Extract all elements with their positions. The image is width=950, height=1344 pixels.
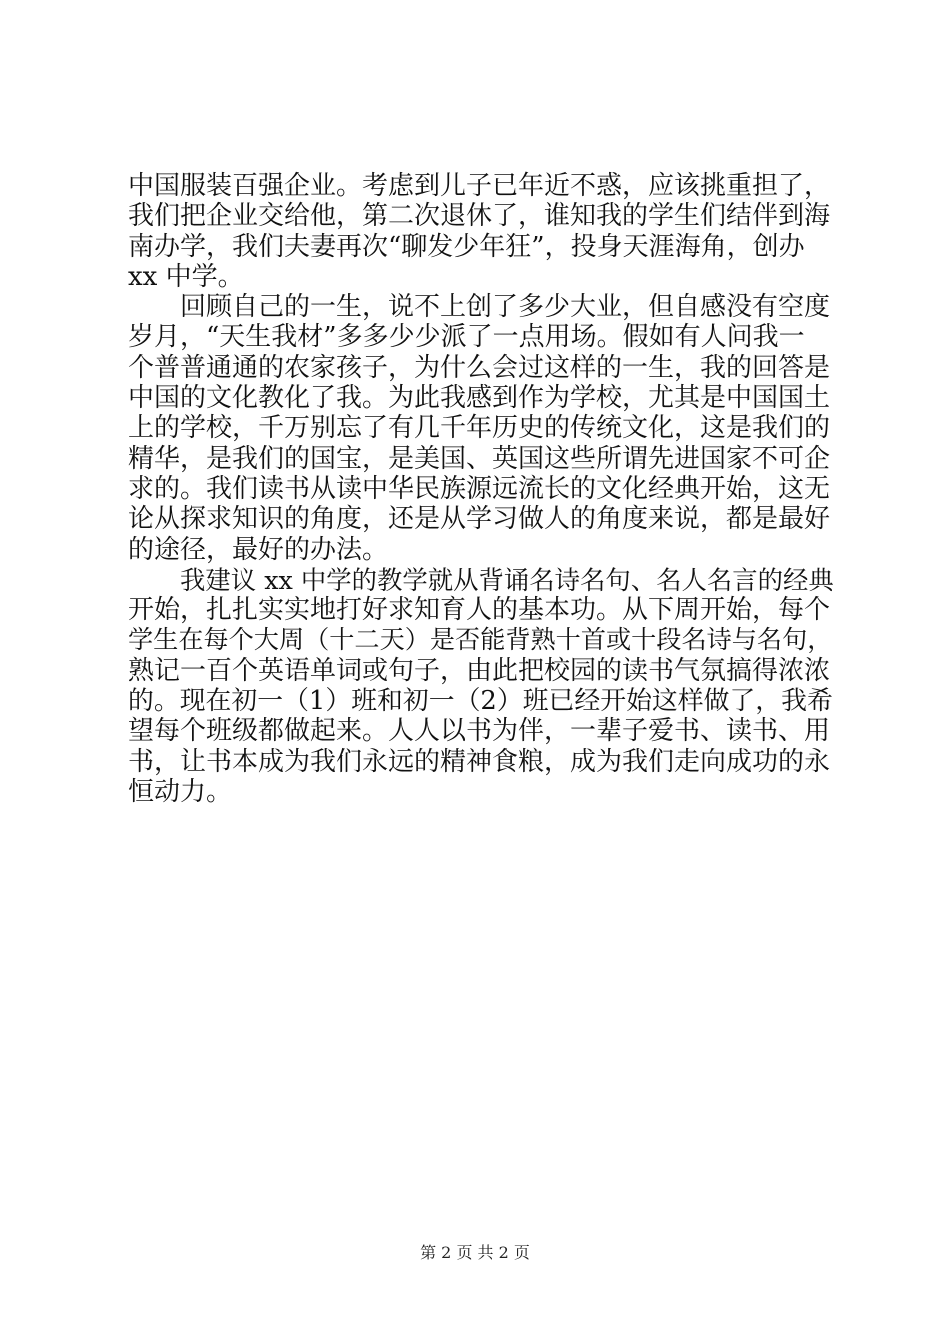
text-line: 我建议 xx 中学的教学就从背诵名诗名句、名人名言的经典 [180, 564, 834, 595]
text-line: 望每个班级都做起来。人人以书为伴，一辈子爱书、读书、用 [128, 716, 831, 747]
text-line: 南办学，我们夫妻再次“聊发少年狂”，投身天涯海角，创办 [128, 231, 805, 262]
text-line: 熟记一百个英语单词或句子，由此把校园的读书气氛搞得浓浓 [128, 655, 831, 686]
text-line: 恒动力。 [128, 776, 233, 807]
text-line: xx 中学。 [128, 261, 244, 292]
text-line: 上的学校，千万别忘了有几千年历史的传统文化，这是我们的 [128, 413, 831, 444]
text-line: 的途径，最好的办法。 [128, 534, 389, 565]
text-line: 中国服装百强企业。考虑到儿子已年近不惑，应该挑重担了， [128, 171, 831, 201]
body-text [128, 171, 833, 807]
text-line: 岁月，“天生我材”多多少少派了一点用场。假如有人问我一 [128, 322, 805, 353]
text-line: 求的。我们读书从读中华民族源远流长的文化经典开始，这无 [128, 473, 831, 504]
text-line: 中国的文化教化了我。为此我感到作为学校，尤其是中国国土 [128, 383, 831, 414]
text-line: 精华，是我们的国宝，是美国、英国这些所谓先进国家不可企 [128, 443, 831, 474]
text-line: 论从探求知识的角度，还是从学习做人的角度来说，都是最好 [128, 504, 831, 535]
page-footer: 第 2 页 共 2 页 [420, 1243, 530, 1262]
text-line: 我们把企业交给他，第二次退休了，谁知我的学生们结伴到海 [128, 201, 831, 232]
text-line: 学生在每个大周（十二天）是否能背熟十首或十段名诗与名句， [128, 625, 833, 655]
text-line: 回顾自己的一生，说不上创了多少大业，但自感没有空度 [180, 292, 831, 323]
text-line: 书，让书本成为我们永远的精神食粮，成为我们走向成功的永 [128, 746, 831, 777]
text-line: 开始，扎扎实实地打好求知育人的基本功。从下周开始，每个 [128, 595, 831, 626]
text-line: 个普普通通的农家孩子，为什么会过这样的一生，我的回答是 [128, 352, 831, 383]
text-line: 的。现在初一（1）班和初一（2）班已经开始这样做了，我希 [128, 686, 833, 717]
